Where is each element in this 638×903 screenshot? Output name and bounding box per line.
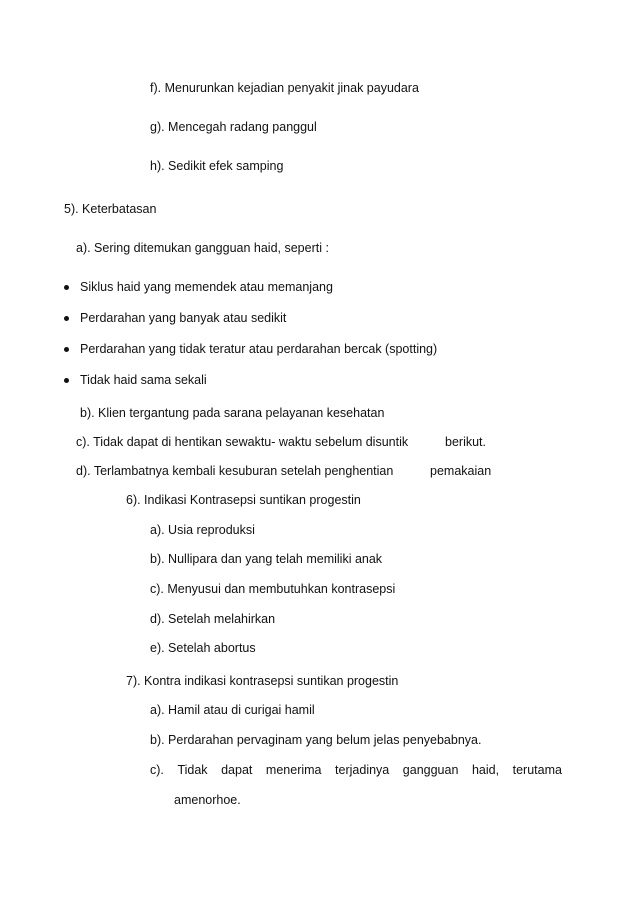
bullet-item: Perdarahan yang tidak teratur atau perdarahan bercak (spotting): [80, 342, 438, 356]
text-line: g). Mencegah radang panggul: [150, 120, 317, 134]
word: dapat: [221, 763, 253, 777]
bullet-item: Perdarahan yang banyak atau sedikit: [80, 311, 287, 325]
text-line: c). Tidak dapat di hentikan sewaktu- waktu sebelum disuntik: [76, 435, 409, 449]
text-line: d). Setelah melahirkan: [150, 612, 276, 626]
text-line: a). Sering ditemukan gangguan haid, seperti :: [76, 241, 329, 255]
text-line: pemakaian: [430, 464, 492, 478]
text-line: berikut.: [445, 435, 486, 449]
bullet-icon: [64, 285, 69, 290]
text-line: d). Terlambatnya kembali kesuburan setelah penghentian: [76, 464, 394, 478]
text-line: h). Sedikit efek samping: [150, 159, 284, 173]
bullet-icon: [64, 316, 69, 321]
bullet-icon: [64, 378, 69, 383]
word: gangguan: [402, 763, 459, 777]
word: terjadinya: [335, 763, 390, 777]
text-line: b). Klien tergantung pada sarana pelayanan kesehatan: [80, 406, 385, 420]
text-line: amenorhoe.: [174, 793, 241, 807]
word: terutama: [512, 763, 562, 777]
word: haid,: [471, 763, 500, 777]
bullet-icon: [64, 347, 69, 352]
text-line: c). Menyusui dan membutuhkan kontrasepsi: [150, 582, 396, 596]
bullet-item: Siklus haid yang memendek atau memanjang: [80, 280, 333, 294]
text-line: a). Usia reproduksi: [150, 523, 255, 537]
word: menerima: [265, 763, 322, 777]
text-line: f). Menurunkan kejadian penyakit jinak payudara: [150, 81, 419, 95]
text-line: b). Perdarahan pervaginam yang belum jelas penyebabnya.: [150, 733, 482, 747]
bullet-item: Tidak haid sama sekali: [80, 373, 207, 387]
text-line: a). Hamil atau di curigai hamil: [150, 703, 315, 717]
justified-line: [150, 762, 562, 778]
section-heading: 5). Keterbatasan: [64, 202, 157, 216]
section-heading: 6). Indikasi Kontrasepsi suntikan progestin: [126, 493, 361, 507]
word: c).: [150, 763, 164, 777]
text-line: b). Nullipara dan yang telah memiliki anak: [150, 552, 383, 566]
word: Tidak: [177, 763, 208, 777]
text-line: e). Setelah abortus: [150, 641, 256, 655]
section-heading: 7). Kontra indikasi kontrasepsi suntikan progestin: [126, 674, 399, 688]
